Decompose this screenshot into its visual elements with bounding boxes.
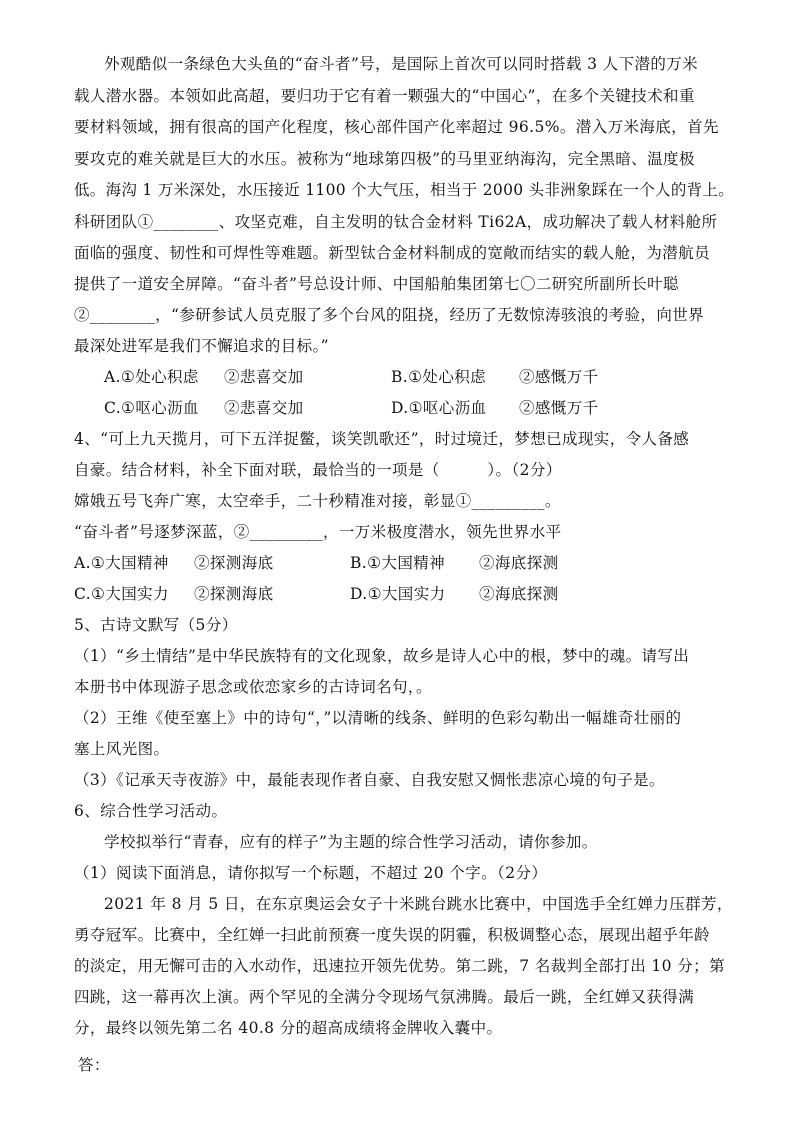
passage-line: 要攻克的难关就是巨大的水压。被称为“地球第四极”的马里亚纳海沟，完全黑暗、温度极	[74, 150, 695, 168]
passage-line: 提供了一道安全屏障。“奋斗者”号总设计师、中国船舶集团第七〇二研究所副所长叶聪	[74, 275, 679, 293]
option-b-second: ②海底探测	[479, 554, 559, 572]
question-5-line: （2）王维《使至塞上》中的诗句“，”以清晰的线条、鲜明的色彩勾勒出一幅雄奇壮丽的	[74, 709, 682, 727]
passage-line: 最深处进军是我们不懈追求的目标。”	[74, 337, 329, 355]
option-a: A.①处心积虑	[104, 368, 199, 386]
option-row	[104, 367, 734, 387]
option-d-second: ②海底探测	[479, 585, 559, 603]
question-5-line: 塞上风光图。	[74, 740, 170, 758]
option-row	[104, 398, 734, 418]
question-5-line: （1）“乡土情结”是中华民族特有的文化现象，故乡是诗人心中的根，梦中的魂。请写出	[74, 647, 690, 665]
option-d: D.①呕心沥血	[391, 399, 487, 417]
option-a-second: ②悲喜交加	[224, 368, 304, 386]
option-d: D.①大国实力	[350, 585, 446, 603]
question-4-stem: 4、“可上九天揽月，可下五洋捉鳖，谈笑凯歌还”，时过境迁，梦想已成现实，令人备感	[74, 430, 690, 448]
question-5-title: 5、古诗文默写（5分）	[74, 616, 238, 634]
option-row	[74, 584, 734, 604]
option-c-second: ②探测海底	[194, 585, 274, 603]
news-line: 2021 年 8 月 5 日，在东京奥运会女子十米跳台跳水比赛中，中国选手全红婵力压群芳，	[104, 895, 733, 913]
option-c: C.①大国实力	[74, 585, 169, 603]
question-5-line: （3）《记承天寺夜游》中，最能表现作者自豪、自我安慰又惆怅悲凉心境的句子是。	[74, 771, 665, 789]
passage-line: 科研团队①________、攻坚克难，自主发明的钛合金材料 Ti62A，成功解决了载人材料舱所	[74, 213, 718, 231]
option-b-second: ②感慨万千	[519, 368, 599, 386]
couplet-line-1: 嫦娥五号飞奔广寒，太空牵手，二十秒精准对接，彰显①_________。	[74, 492, 561, 510]
passage-line: 低。海沟 1 万米深处，水压接近 1100 个大气压，相当于 2000 头非洲象踩在一个人的背上。	[74, 181, 735, 199]
option-b: B.①处心积虑	[391, 368, 487, 386]
passage-line: 要材料领域，拥有很高的国产化程度，核心部件国产化率超过 96.5%。潜入万米海底，首先	[74, 118, 719, 136]
question-5-line: 本册书中体现游子思念或依恋家乡的古诗词名句，。	[74, 678, 432, 696]
news-line: 分，最终以领先第二名 40.8 分的超高成绩将金牌收入囊中。	[74, 1019, 503, 1037]
question-4-stem: 自豪。结合材料，补全下面对联，最恰当的一项是（ ）。（2分）	[74, 461, 562, 479]
option-c: C.①呕心沥血	[104, 399, 199, 417]
question-6-sub1: （1）阅读下面消息，请你拟写一个标题，不超过 20 个字。（2分）	[74, 864, 548, 882]
passage-line: 载人潜水器。本领如此高超，要归功于它有着一颗强大的“中国心”，在多个关键技术和重	[74, 87, 695, 105]
question-6-title: 6、综合性学习活动。	[74, 802, 228, 820]
answer-label: 答：	[78, 1056, 110, 1074]
passage-line: 面临的强度、韧性和可焊性等难题。新型钛合金材料制成的宽敞而结实的载人舱，为潜航员	[74, 244, 711, 262]
option-row	[74, 553, 734, 573]
news-line: 的淡定，用无懈可击的入水动作，迅速拉开领先优势。第二跳，7 名裁判全部打出 10 分；第	[74, 957, 725, 975]
news-line: 勇夺冠军。比赛中，全红婵一扫此前预赛一度失误的阴霾，积极调整心态，展现出超乎年龄	[74, 926, 711, 944]
option-c-second: ②悲喜交加	[224, 399, 304, 417]
option-b: B.①大国精神	[350, 554, 446, 572]
passage-line: ②________，“参研参试人员克服了多个台风的阻挠，经历了无数惊涛骇浪的考验，向世界	[74, 306, 705, 324]
question-6-intro: 学校拟举行“青春，应有的样子”为主题的综合性学习活动，请你参加。	[104, 833, 598, 851]
option-d-second: ②感慨万千	[519, 399, 599, 417]
option-a-second: ②探测海底	[194, 554, 274, 572]
news-line: 四跳，这一幕再次上演。两个罕见的全满分令现场气氛沸腾。最后一跳，全红婵又获得满	[74, 988, 695, 1006]
couplet-line-2: “奋斗者”号逐梦深蓝，②_________，一万米极度潜水，领先世界水平	[74, 523, 562, 541]
option-a: A.①大国精神	[74, 554, 169, 572]
passage-line: 外观酷似一条绿色大头鱼的“奋斗者”号，是国际上首次可以同时搭载 3 人下潜的万米	[104, 55, 699, 73]
